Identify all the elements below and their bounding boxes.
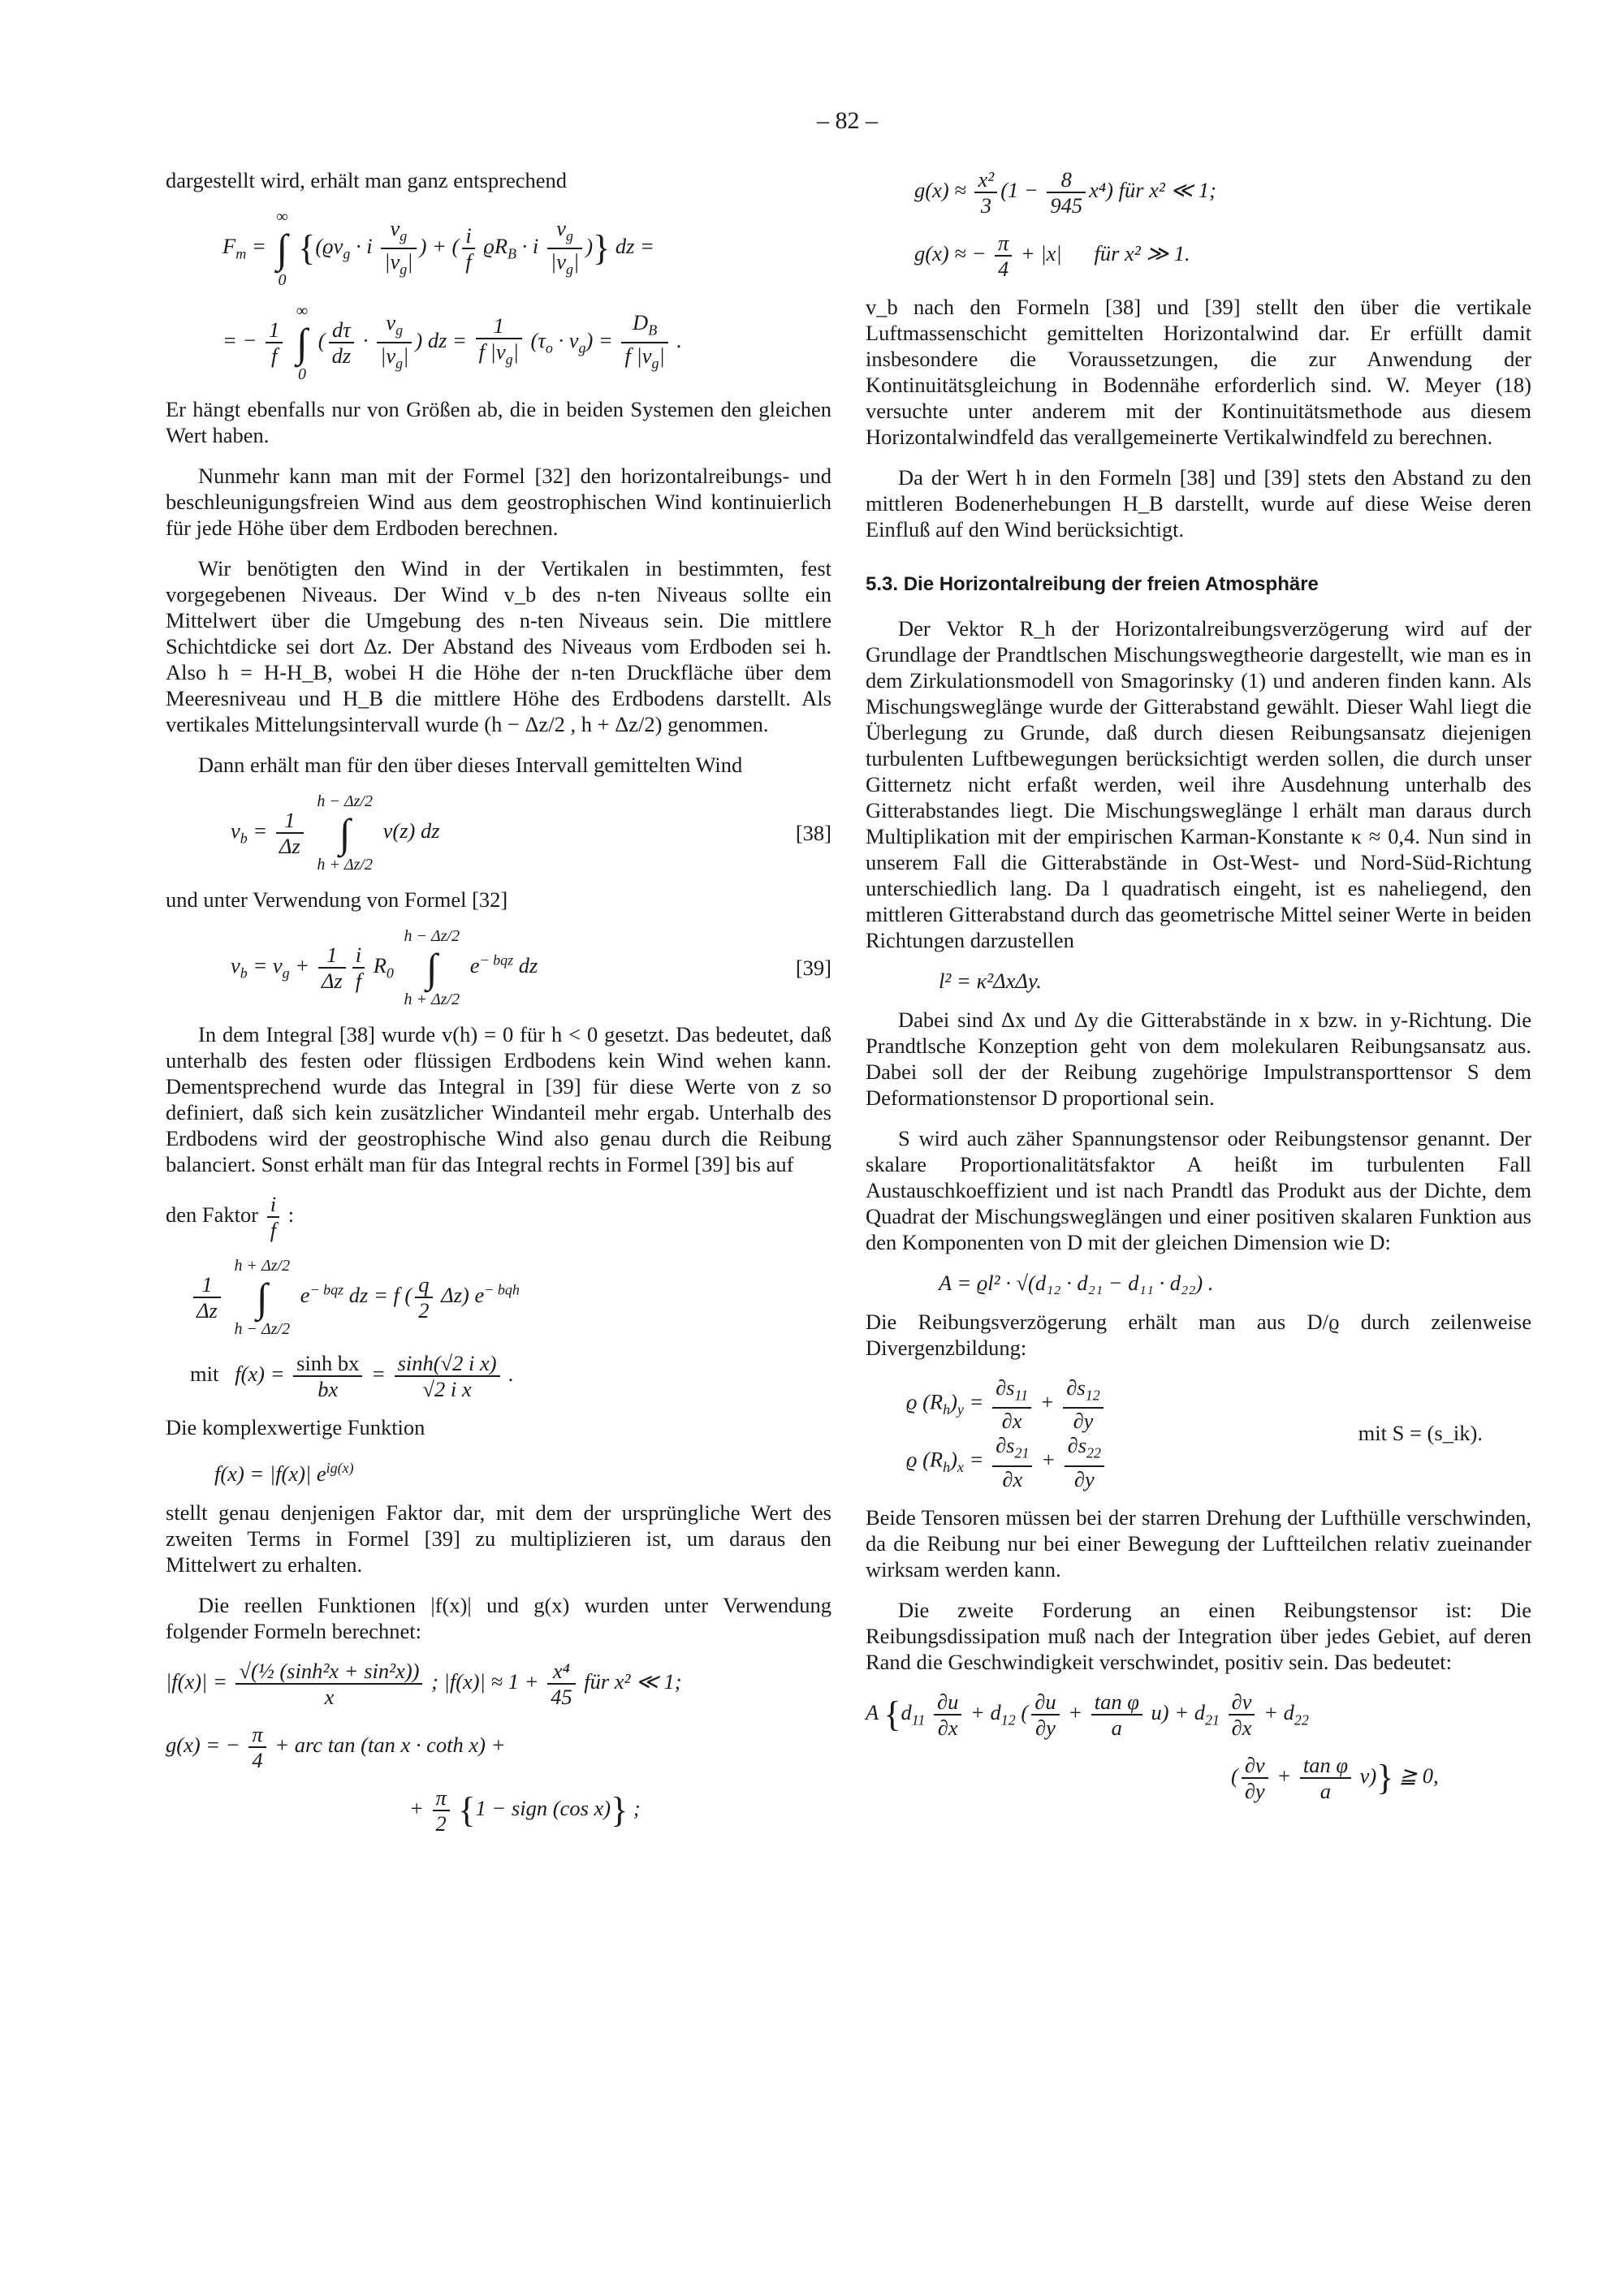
paragraph: Die reellen Funktionen |f(x)| und g(x) wurden unter Verwendung folgender Formeln berechnet: (166, 1592, 831, 1643)
paragraph: Die zweite Forderung an einen Reibungstensor ist: Die Reibungsdissipation muß nach der Integration über jedes Gebiet, auf deren Rand die Geschwindigkeit verschwindet, positiv sein. Das bedeutet: (866, 1597, 1531, 1674)
paragraph: dargestellt wird, erhält man ganz entsprechend (166, 168, 567, 192)
paragraph: S wird auch zäher Spannungstensor oder Reibungstensor genannt. Der skalare Proportionalitätsfaktor A heißt im turbulenten Fall Austauschkoeffizient und ist nach Prandtl das Produkt aus der Dichte, dem Quadrat der Mischungsweglängen und einer positiven skalaren Funktion aus den Komponenten von D mit der gleichen Dimension wie D: (866, 1126, 1531, 1254)
paragraph: und unter Verwendung von Formel [32] (166, 887, 508, 912)
equation-A: A = ϱl² · √(d₁₂ · d₂₁ − d₁₁ · d₂₂) . (939, 1271, 1214, 1295)
equation-Fm: $F_m$ = ∞ ∫ 0 {($ϱv_g \cdot i$ $\frac{v_g}{|v_g|}$ ) + ( $\frac{i}{f}$ $ϱR_B \cdot i$ $\frac{v_g}{|v_g|}$ )} dz = (222, 208, 654, 289)
paragraph: Die komplexwertige Funktion (166, 1415, 425, 1439)
equation-tag: [38] (795, 821, 831, 845)
equation-abs-f: |f(x)| = $\frac{\text{√(½ (sinh²x + sin²x))}}{x}$ ; |f(x)| ≈ 1 + $\frac{\text{x⁴}}{45}$ für x² ≪ 1; (166, 1658, 682, 1709)
paragraph: Wir benötigten den Wind in der Vertikalen in bestimmten, fest vorgegebenen Niveaus. Der Wind v_b des n-ten Niveaus sollte ein Mittelwert über die Umgebung des n-ten Niveaus sein. Die mittlere Schichtdicke sei dort Δz. Der Abstand des Niveaus vom Erdboden sei h. Also h = H-H_B, wobei H die Höhe der n-ten Druckfläche über dem Meeresniveau und H_B die mittlere Höhe des Erdbodens darstellt. Als vertikales Mittelungsintervall wurde (h − Δz/2 , h + Δz/2) genommen. (166, 556, 831, 736)
paragraph: Da der Wert h in den Formeln [38] und [39] stets den Abstand zu den mittleren Bodenerhebungen H_B darstellt, wurde auf diese Weise deren Einfluß auf den Wind berücksichtigt. (866, 465, 1531, 542)
equation-integral-factor: $\frac{1}{\Delta z}$ h + Δz/2 ∫ h − Δz/2 $e^{- bqz}$ dz = f ( $\frac{q}{2}$ Δz) $e^{- bqh}$ (190, 1257, 831, 1338)
equation-Fm-cont: = − $\frac{1}{f}$ ∞ ∫ 0 ( $\frac{d\tau}{dz}$ · $\frac{v_g}{|v_g|}$ ) dz = $\frac{1}{f |v_g|}$ $(\tau_o \cdot v_g)$ = $\frac{D_B}{f |v_g|}$ . (222, 302, 683, 383)
paragraph: Dabei sind Δx und Δy die Gitterabstände in x bzw. in y-Richtung. Die Prandtlsche Konzeption geht von dem molekularen Reibungsansatz aus. Dabei soll der der Reibung zugehörige Impulstransporttensor S dem Deformationstensor D proportional sein. (866, 1008, 1531, 1110)
paragraph: Nunmehr kann man mit der Formel [32] den horizontalreibungs- und beschleunigungsfreien Wind aus dem geostrophischen Wind kontinuierlich für jede Höhe über dem Erdboden berechnen. (166, 464, 831, 540)
left-column (166, 167, 831, 1849)
paragraph: stellt genau denjenigen Faktor dar, mit dem der ursprüngliche Wert des zweiten Terms in Formel [39] zu multiplizieren ist, um daraus den Mittelwert zu erhalten. (166, 1500, 831, 1577)
paragraph: Er hängt ebenfalls nur von Größen ab, die in beiden Systemen den gleichen Wert haben. (166, 397, 831, 447)
equation-complex-f: f(x) = |f(x)| $e^{ig(x)}$ (214, 1460, 354, 1486)
right-column (866, 167, 1531, 1816)
equation-g: g(x) = − $\frac{\pi}{4}$ + arc tan (tan x · coth x) + (166, 1721, 506, 1772)
equation-g-small: g(x) ≈ $\frac{\text{x²}}{3}$ (1 − $\frac{8}{945}$ x⁴) für x² ≪ 1; (914, 167, 1216, 218)
equation-g-large: g(x) ≈ − $\frac{\pi}{4}$ + |x| für x² ≫ 1. (914, 231, 1190, 281)
equation-g-cont: + $\frac{\pi}{2}$ {1 − sign (cos x)} ; (409, 1785, 641, 1836)
equation-dissipation: A {$d_{11}$ $\frac{\partial u}{\partial x}$ + $d_{12}$ ( $\frac{\partial u}{\partial y}$ + $\frac{\text{tan φ}}{a}$ $u) + d_{21}$ $\frac{\partial v}{\partial x}$ + $d_{22}$ (866, 1689, 1309, 1740)
equation-38: $v_b$ = $\frac{1}{\Delta z}$ h − Δz/2 ∫ h + Δz/2 v(z) dz [38] (231, 792, 831, 874)
paragraph: Die Reibungsverzögerung erhält man aus D/ϱ durch zeilenweise Divergenzbildung: (866, 1310, 1531, 1360)
paragraph: v_b nach den Formeln [38] und [39] stellt den über die vertikale Luftmassenschicht gemittelten Horizontalwind dar. Er erfüllt damit insbesondere die Voraussetzungen, die zur Anwendung der Kontinuitätsgleichung in Bodennähe erforderlich sind. W. Meyer (18) versuchte unter anderem mit der Kontinuitätsmethode aus diesem Horizontalwindfeld das verallgemeinerte Vertikalwindfeld zu berechnen. (866, 295, 1531, 449)
paragraph: In dem Integral [38] wurde v(h) = 0 für h < 0 gesetzt. Das bedeutet, daß unterhalb des festen oder flüssigen Erdbodens kein Wind wehen kann. Dementsprechend wurde das Integral in [39] für diese Werte von z so definiert, daß sich kein zusätzlicher Windanteil mehr ergab. Unterhalb des Erdbodens wird der geostrophische Wind also genau durch die Reibung balanciert. Sonst erhält man für das Integral rechts in Formel [39] bis auf (166, 1022, 831, 1176)
equation-tag: [39] (795, 956, 831, 980)
equation-mixing-length: l² = κ²ΔxΔy. (939, 969, 1042, 993)
equation-tag: mit S = (s_ik). (1358, 1421, 1483, 1446)
paragraph: Dann erhält man für den über dieses Intervall gemittelten Wind (198, 753, 743, 777)
paragraph: Beide Tensoren müssen bei der starren Drehung der Lufthülle verschwinden, da die Reibung nur bei einer Bewegung der Luftteilchen relativ zueinander wirksam werden kann. (866, 1504, 1531, 1582)
paragraph: Der Vektor R_h der Horizontalreibungsverzögerung wird auf der Grundlage der Prandtlschen Mischungswegtheorie dargestellt, wie man es in dem Zirkulationsmodell von Smagorinsky (1) und anderen finden kann. Als Mischungsweglänge wurde der Gitterabstand gewählt. Dieser Wahl liegt die Überlegung zu Grunde, daß durch diesen Reibungsansatz diejenigen turbulenten Luftbewegungen berücksichtigt werden sollen, die durch unser Gitternetz nicht erfaßt werden, weil ihre Ausdehnung unterhalb des Gitterabstandes liegt. Die Mischungsweglänge l erhält man daraus durch Multiplikation mit der empirischen Karman-Konstante κ ≈ 0,4. Nun sind in unserem Fall die Gitterabstände in Ost-West- und Nord-Süd-Richtung unterschiedlich lang. Da l quadratisch eingeht, ist es naheliegend, den mittleren Gitterabstand durch das geometrische Mittel seiner Werte in beiden Richtungen darzustellen (866, 616, 1531, 952)
equation-friction: ϱ $(R_h)_y$ = $\frac{\partial s_{11}}{\partial x}$ + $\frac{\partial s_{12}}{\partial y}$ ϱ $(R_h)_x$ = $\frac{\partial s_{21}}{\partial x}$ + $\frac{\partial s_{22}}{\partial y}$ mit S = (s_ik). (906, 1375, 1483, 1491)
equation-dissipation-cont: ( $\frac{\partial v}{\partial y}$ + $\frac{\text{tan φ}}{a}$ v)} ≧ 0, (1231, 1752, 1439, 1803)
equation-39: $v_b = v_g$ + $\frac{1}{\Delta z}$ $\frac{i}{f}$ $R_0$ h − Δz/2 ∫ h + Δz/2 $e^{- bqz}$ dz [39] (231, 927, 831, 1008)
section-heading: 5.3. Die Horizontalreibung der freien Atmosphäre (866, 573, 1319, 595)
paragraph: den Faktor $\frac{i}{f}$ : (166, 1192, 295, 1242)
equation-f: mit f(x) = $\frac{\text{sinh bx}}{bx}$ = $\frac{\text{sinh(√2 i x)}}{\text{√2 i x}}$ . (190, 1351, 514, 1401)
page-number: – 82 – (817, 107, 878, 134)
